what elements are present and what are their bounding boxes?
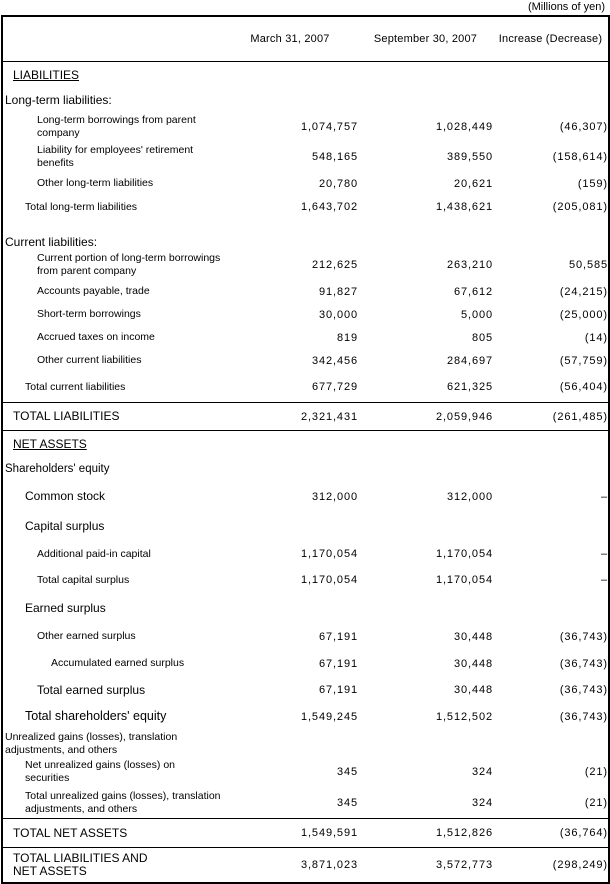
row-value-increase: (14) bbox=[584, 331, 608, 344]
row-value-increase: (205,081) bbox=[552, 201, 608, 213]
blank-cell bbox=[358, 88, 493, 112]
row-value-increase: – bbox=[600, 548, 608, 560]
table-row bbox=[2, 142, 609, 172]
row-value-march: 20,780 bbox=[318, 177, 358, 190]
row-value-march: 548,165 bbox=[311, 151, 358, 163]
blank-cell bbox=[358, 511, 493, 541]
header-cell-march bbox=[222, 16, 358, 62]
blank-cell bbox=[358, 62, 493, 89]
header-label-september: September 30, 2007 bbox=[373, 33, 478, 45]
section-heading-cell bbox=[2, 431, 222, 458]
row-value-increase: (24,215) bbox=[559, 285, 608, 298]
row-value-march: 1,074,757 bbox=[300, 121, 358, 133]
header-cell-september bbox=[358, 16, 493, 62]
subsection-title-shareholders-equity: Shareholders' equity bbox=[5, 463, 110, 475]
subsection-heading-cell bbox=[2, 730, 222, 757]
row-label-cell bbox=[2, 848, 222, 884]
row-label-cell bbox=[2, 195, 222, 219]
row-label-cell bbox=[2, 703, 222, 730]
blank-cell bbox=[493, 593, 609, 623]
header-cell-label bbox=[2, 16, 222, 62]
row-value-march: 819 bbox=[336, 331, 358, 344]
table-row bbox=[2, 172, 609, 195]
row-value-increase: – bbox=[600, 574, 608, 586]
row-value-march: 67,191 bbox=[318, 684, 358, 696]
subsection-heading-cell bbox=[2, 88, 222, 112]
blank-cell bbox=[493, 730, 609, 757]
row-value-september: 30,448 bbox=[453, 684, 493, 696]
row-label-cell bbox=[2, 787, 222, 819]
table-row bbox=[2, 677, 609, 703]
header-label-increase: Increase (Decrease) bbox=[498, 33, 603, 45]
blank-cell bbox=[222, 457, 358, 482]
blank-cell bbox=[222, 593, 358, 623]
section-heading-net-assets bbox=[2, 431, 609, 458]
row-value-march: 1,643,702 bbox=[300, 201, 358, 213]
row-value-september: 312,000 bbox=[446, 490, 493, 503]
row-label: Current portion of long-term borrowings from parent company bbox=[37, 251, 221, 277]
row-label: TOTAL LIABILITIES AND NET ASSETS bbox=[13, 851, 148, 878]
row-value-march: 2,321,431 bbox=[222, 403, 358, 431]
row-label: Total unrealized gains (losses), translation adjustments, and others bbox=[25, 789, 221, 815]
row-value-increase: (298,249) bbox=[552, 859, 608, 871]
row-value-september: 1,512,502 bbox=[435, 710, 493, 723]
row-value-september: 263,210 bbox=[446, 258, 493, 271]
blank-cell bbox=[222, 730, 358, 757]
row-value-increase: (46,307) bbox=[559, 121, 608, 133]
table-row bbox=[2, 372, 609, 403]
blank-cell bbox=[493, 219, 609, 249]
subsection-title-current: Current liabilities: bbox=[5, 235, 98, 249]
table-row-total-net-assets bbox=[2, 819, 609, 848]
row-label: Total shareholders' equity bbox=[25, 709, 167, 723]
blank-cell bbox=[358, 593, 493, 623]
section-title-liabilities: LIABILITIES bbox=[13, 67, 80, 82]
row-value-september: 805 bbox=[471, 331, 493, 344]
row-label: Net unrealized gains (losses) on securities bbox=[25, 759, 175, 784]
row-label-cell bbox=[2, 303, 222, 326]
row-label: Total current liabilities bbox=[25, 380, 126, 393]
row-value-increase: (159) bbox=[577, 177, 608, 190]
row-label-cell bbox=[2, 142, 222, 172]
row-value-march: 345 bbox=[222, 787, 358, 819]
row-value-increase: (261,485) bbox=[493, 403, 609, 431]
row-value-increase: (21) bbox=[584, 766, 608, 778]
row-label-cell bbox=[2, 372, 222, 403]
row-label-cell bbox=[2, 326, 222, 349]
row-label: Accrued taxes on income bbox=[37, 331, 155, 343]
subsection-heading-capital-surplus bbox=[2, 511, 609, 541]
row-value-march: 345 bbox=[336, 766, 358, 778]
row-label-cell bbox=[2, 623, 222, 650]
row-value-september: 324 bbox=[471, 766, 493, 778]
header-label-march: March 31, 2007 bbox=[250, 33, 330, 45]
blank-cell bbox=[493, 88, 609, 112]
table-row bbox=[2, 757, 609, 787]
row-value-september: 389,550 bbox=[446, 151, 493, 163]
row-label-cell bbox=[2, 249, 222, 280]
row-value-march: 342,456 bbox=[311, 354, 358, 367]
row-label: Long-term borrowings from parent company bbox=[37, 114, 196, 139]
row-value-increase: (158,614) bbox=[552, 151, 608, 163]
subsection-heading-cell bbox=[2, 457, 222, 482]
row-value-september: 20,621 bbox=[453, 177, 493, 190]
blank-cell bbox=[493, 457, 609, 482]
blank-cell bbox=[222, 511, 358, 541]
subsection-heading-unrealized bbox=[2, 730, 609, 757]
row-value-september: 1,170,054 bbox=[435, 574, 493, 586]
blank-cell bbox=[222, 431, 358, 458]
row-value-march: 1,170,054 bbox=[300, 574, 358, 586]
row-value-increase: (36,743) bbox=[559, 710, 608, 723]
table-row-total-shareholders-equity bbox=[2, 703, 609, 730]
row-value-increase: (25,000) bbox=[559, 308, 608, 321]
row-label: Other current liabilities bbox=[37, 354, 142, 366]
subsection-heading-cell bbox=[2, 593, 222, 623]
row-value-march: 1,549,245 bbox=[300, 710, 358, 723]
row-value-march: 3,871,023 bbox=[300, 859, 358, 871]
row-value-september: 1,438,621 bbox=[435, 201, 493, 213]
blank-cell bbox=[222, 62, 358, 89]
table-row bbox=[2, 787, 609, 819]
row-label-cell bbox=[2, 403, 222, 431]
row-value-increase: (36,764) bbox=[493, 819, 609, 848]
row-value-march: 1,549,591 bbox=[222, 819, 358, 848]
row-label: Total capital surplus bbox=[37, 573, 130, 586]
row-label: Liability for employees' retirement benefits bbox=[37, 144, 194, 169]
table-row bbox=[2, 650, 609, 677]
row-label-cell bbox=[2, 650, 222, 677]
units-note: (Millions of yen) bbox=[527, 1, 605, 13]
row-value-september: 30,448 bbox=[453, 657, 493, 670]
row-label-cell bbox=[2, 567, 222, 593]
blank-cell bbox=[358, 219, 493, 249]
row-label: Total long-term liabilities bbox=[25, 200, 138, 213]
row-label-cell bbox=[2, 677, 222, 703]
row-value-march: 91,827 bbox=[318, 285, 358, 298]
table-row-total-liabilities-net-assets bbox=[2, 848, 609, 884]
row-value-september: 30,448 bbox=[453, 630, 493, 643]
subsection-title-capital-surplus: Capital surplus bbox=[25, 518, 105, 533]
row-label: Common stock bbox=[25, 489, 106, 503]
blank-cell bbox=[222, 88, 358, 112]
section-heading-liabilities bbox=[2, 62, 609, 89]
subsection-heading-long-term bbox=[2, 88, 609, 112]
row-label-cell bbox=[2, 112, 222, 142]
row-label-cell bbox=[2, 757, 222, 787]
row-value-september: 324 bbox=[358, 787, 493, 819]
row-value-march: 677,729 bbox=[222, 372, 358, 403]
row-value-september: 5,000 bbox=[460, 308, 493, 321]
row-value-increase: (21) bbox=[493, 787, 609, 819]
subsection-heading-current bbox=[2, 219, 609, 249]
table-row bbox=[2, 567, 609, 593]
row-label-cell bbox=[2, 172, 222, 195]
table-row-total-liabilities bbox=[2, 403, 609, 431]
row-label: TOTAL LIABILITIES bbox=[13, 409, 120, 423]
row-value-increase: 50,585 bbox=[568, 258, 608, 271]
blank-cell bbox=[493, 62, 609, 89]
blank-cell bbox=[358, 457, 493, 482]
row-label: TOTAL NET ASSETS bbox=[13, 825, 128, 840]
row-value-increase: (36,743) bbox=[559, 684, 608, 696]
balance-sheet-table bbox=[1, 15, 610, 884]
subsection-heading-earned-surplus bbox=[2, 593, 609, 623]
table-row bbox=[2, 482, 609, 511]
row-label: Other long-term liabilities bbox=[37, 177, 154, 189]
row-value-september: 1,028,449 bbox=[435, 121, 493, 133]
header-cell-increase bbox=[493, 16, 609, 62]
row-value-march: 67,191 bbox=[318, 630, 358, 643]
subsection-title-earned-surplus: Earned surplus bbox=[25, 600, 106, 615]
subsection-title-long-term: Long-term liabilities: bbox=[5, 92, 112, 107]
row-label-cell bbox=[2, 541, 222, 567]
row-value-increase: – bbox=[600, 490, 608, 503]
blank-cell bbox=[222, 219, 358, 249]
row-value-september: 1,512,826 bbox=[358, 819, 493, 848]
row-value-increase: (57,759) bbox=[559, 354, 608, 367]
row-label: Accounts payable, trade bbox=[37, 285, 150, 297]
row-value-march: 212,625 bbox=[311, 258, 358, 271]
table-row bbox=[2, 249, 609, 280]
row-label-cell bbox=[2, 349, 222, 372]
table-row bbox=[2, 326, 609, 349]
row-value-march: 30,000 bbox=[318, 308, 358, 321]
subsection-heading-cell bbox=[2, 219, 222, 249]
row-value-september: 2,059,946 bbox=[358, 403, 493, 431]
blank-cell bbox=[493, 431, 609, 458]
subsection-title-unrealized: Unrealized gains (losses), translation adjustments, and others bbox=[5, 730, 178, 756]
row-label: Additional paid-in capital bbox=[37, 547, 151, 560]
row-label: Accumulated earned surplus bbox=[51, 657, 185, 669]
blank-cell bbox=[358, 431, 493, 458]
table-row bbox=[2, 349, 609, 372]
row-value-increase: (56,404) bbox=[493, 372, 609, 403]
table-row bbox=[2, 541, 609, 567]
row-label: Total earned surplus bbox=[37, 682, 146, 697]
table-row bbox=[2, 303, 609, 326]
row-value-march: 312,000 bbox=[311, 490, 358, 503]
row-label-cell bbox=[2, 280, 222, 303]
row-label-cell bbox=[2, 482, 222, 511]
row-value-march: 1,170,054 bbox=[300, 548, 358, 560]
table-row bbox=[2, 112, 609, 142]
row-value-september: 67,612 bbox=[453, 285, 493, 298]
row-label: Other earned surplus bbox=[37, 630, 136, 642]
row-label-cell bbox=[2, 819, 222, 848]
subsection-heading-shareholders-equity bbox=[2, 457, 609, 482]
table-header-row bbox=[2, 16, 609, 62]
table-row bbox=[2, 623, 609, 650]
row-label: Short-term borrowings bbox=[37, 308, 141, 320]
row-value-september: 284,697 bbox=[446, 354, 493, 367]
subsection-heading-cell bbox=[2, 511, 222, 541]
row-value-increase: (36,743) bbox=[559, 630, 608, 643]
row-value-september: 621,325 bbox=[358, 372, 493, 403]
blank-cell bbox=[493, 511, 609, 541]
section-heading-cell bbox=[2, 62, 222, 89]
table-row bbox=[2, 280, 609, 303]
row-value-march: 67,191 bbox=[318, 657, 358, 670]
section-title-net-assets: NET ASSETS bbox=[13, 436, 87, 451]
row-value-september: 1,170,054 bbox=[435, 548, 493, 560]
blank-cell bbox=[358, 730, 493, 757]
row-value-increase: (36,743) bbox=[559, 657, 608, 670]
table-row bbox=[2, 195, 609, 219]
row-value-september: 3,572,773 bbox=[435, 859, 493, 871]
